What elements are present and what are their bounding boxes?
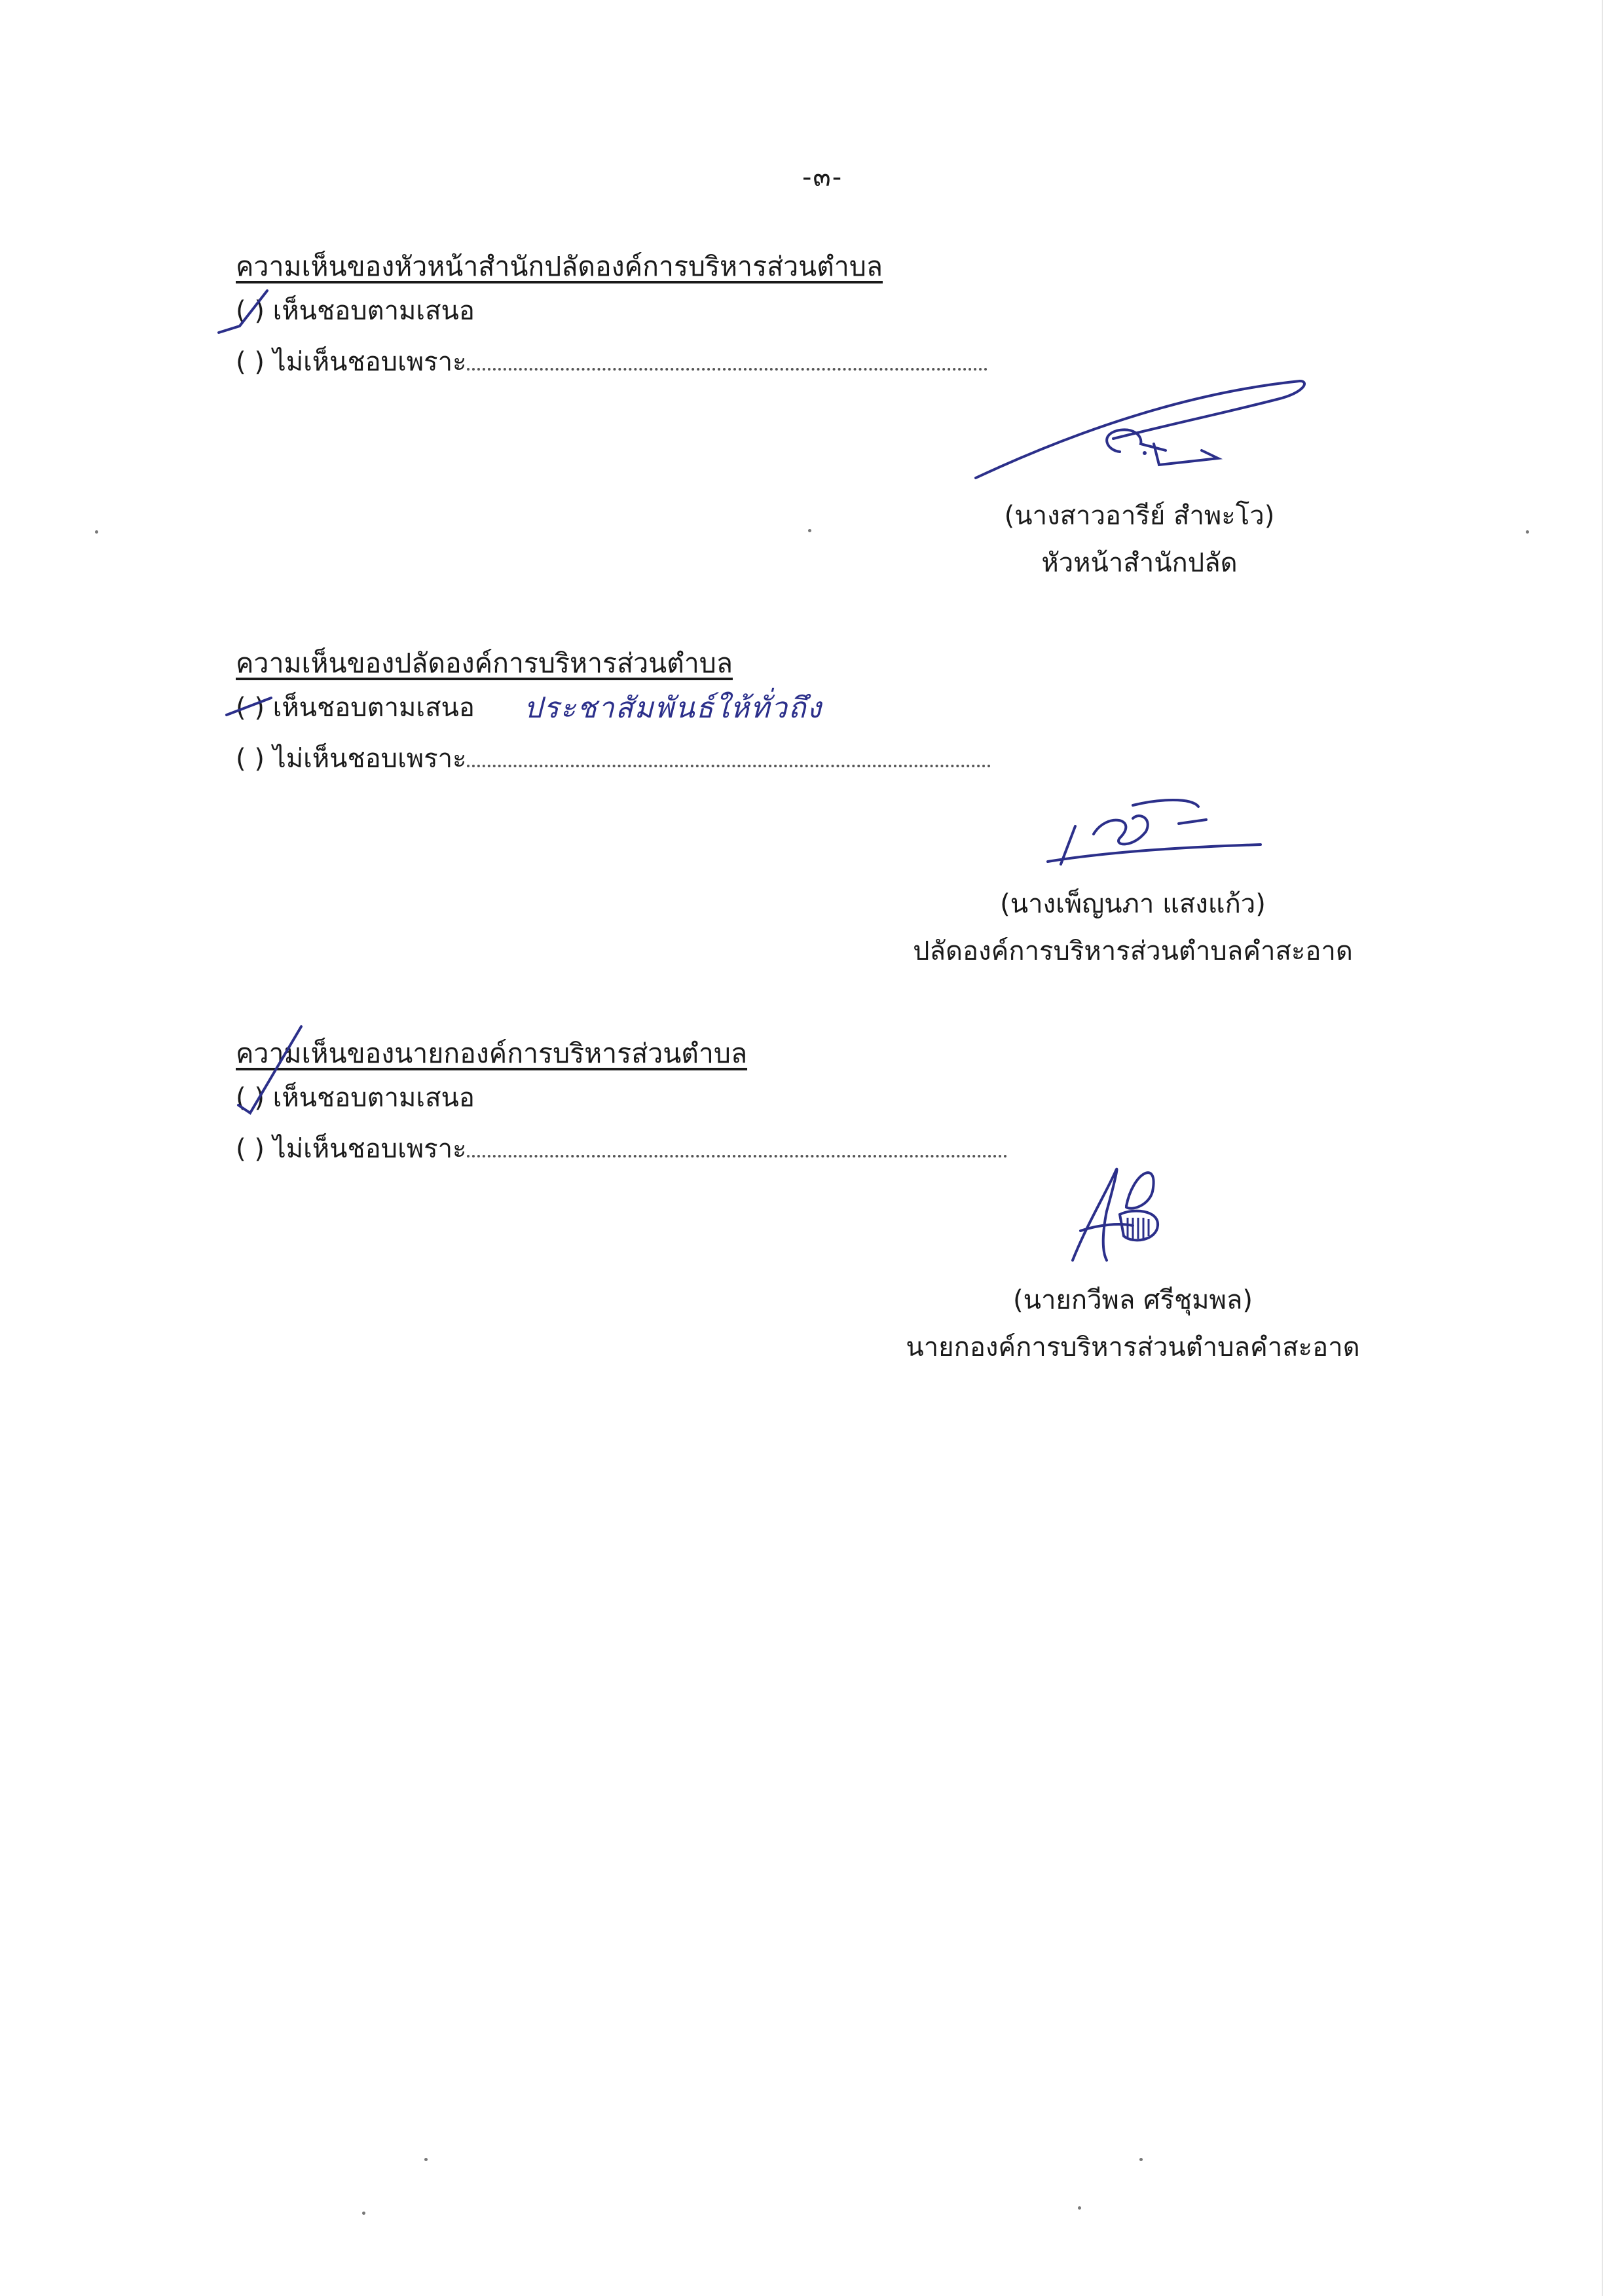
section-heading: ความเห็นของนายกองค์การบริหารส่วนตำบล [236, 1038, 748, 1069]
signer-name: (นางสาวอารีย์ สำพะโว) [1004, 501, 1275, 531]
signature-mayor [1061, 1152, 1166, 1270]
scan-speck [95, 530, 98, 534]
option-disagree [236, 1123, 1349, 1175]
checkmark-icon [229, 1021, 308, 1120]
option-disagree [236, 733, 1349, 784]
scan-speck [808, 529, 811, 532]
section-mayor [236, 1034, 1349, 1175]
dotted-line [467, 342, 987, 371]
signer-name: (นายกวีพล ศรีชุมพล) [1013, 1285, 1253, 1315]
section-heading: ความเห็นของปลัดองค์การบริหารส่วนตำบล [236, 647, 733, 679]
page-number: -๓- [802, 162, 843, 192]
scan-speck [424, 2158, 428, 2161]
scan-speck [1139, 2158, 1143, 2161]
option-disagree-label: ( ) ไม่เห็นชอบเพราะ [236, 1134, 467, 1164]
option-agree: ( ) เห็นชอบตามเสนอ [236, 693, 475, 723]
signer-block-head-of-office [910, 492, 1369, 587]
signature-head-of-office [969, 373, 1310, 484]
scan-speck [1078, 2206, 1081, 2210]
signature-deputy [1035, 792, 1270, 871]
dotted-line [467, 738, 991, 767]
scan-edge [1602, 0, 1603, 2296]
signer-name: (นางเพ็ญนภา แสงแก้ว) [1000, 889, 1266, 919]
signer-block-deputy [891, 881, 1375, 975]
signer-title: นายกองค์การบริหารส่วนตำบลคำสะอาด [906, 1332, 1360, 1362]
scan-speck [362, 2212, 365, 2215]
checkmark-icon [213, 288, 272, 340]
option-disagree-label: ( ) ไม่เห็นชอบเพราะ [236, 347, 467, 377]
section-head-of-office [236, 247, 1349, 388]
section-heading: ความเห็นของหัวหน้าสำนักปลัดองค์การบริหารส่วนตำบล [236, 251, 883, 282]
scan-speck [1526, 530, 1529, 534]
checkmark-icon [223, 689, 275, 721]
option-agree: ( ) เห็นชอบตามเสนอ [236, 1083, 475, 1113]
handwritten-note: ประชาสัมพันธ์ให้ทั่วถึง [524, 691, 822, 725]
option-disagree-label: ( ) ไม่เห็นชอบเพราะ [236, 744, 467, 774]
signer-block-mayor [891, 1277, 1375, 1371]
dotted-line [467, 1129, 1007, 1157]
signer-title: หัวหน้าสำนักปลัด [1041, 548, 1238, 578]
signer-title: ปลัดองค์การบริหารส่วนตำบลคำสะอาด [913, 936, 1353, 966]
option-agree: ( ) เห็นชอบตามเสนอ [236, 296, 475, 326]
